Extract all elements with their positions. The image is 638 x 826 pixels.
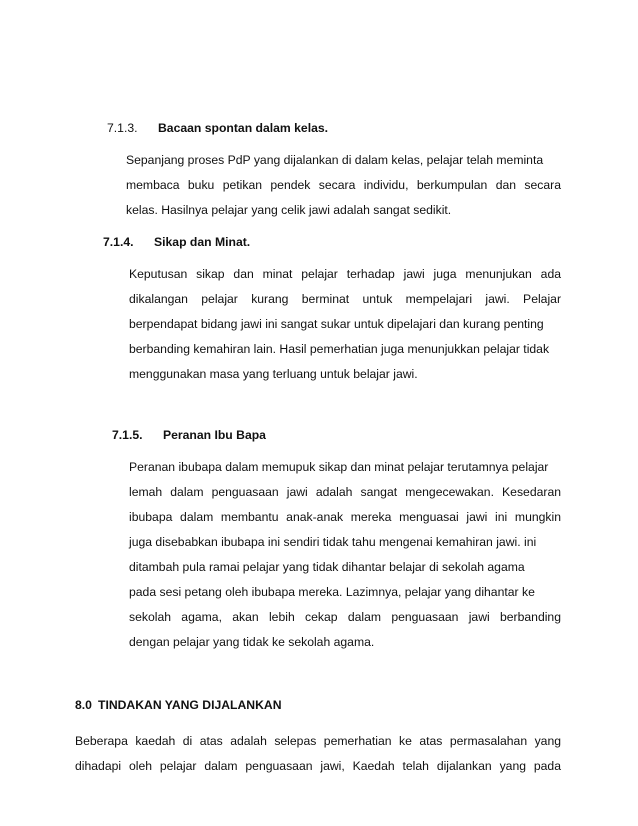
paragraph-line: lemah dalam penguasaan jawi adalah sangat mengecewakan. Kesedaran	[129, 485, 561, 499]
section-713-heading	[0, 120, 638, 136]
paragraph-line: Sepanjang proses PdP yang dijalankan di dalam kelas, pelajar telah meminta	[126, 153, 544, 167]
paragraph-line: pada sesi petang oleh ibubapa mereka. Lazimnya, pelajar yang dihantar ke	[129, 585, 535, 599]
paragraph-line: dikalangan pelajar kurang berminat untuk mempelajari jawi. Pelajar	[129, 292, 561, 306]
paragraph-line: berpendapat bidang jawi ini sangat sukar untuk dipelajari dan kurang penting	[129, 317, 544, 331]
paragraph-line: Keputusan sikap dan minat pelajar terhadap jawi juga menunjukan ada	[129, 267, 561, 281]
section-8-title: TINDAKAN YANG DIJALANKAN	[98, 698, 282, 712]
paragraph-line: ditambah pula ramai pelajar yang tidak dihantar belajar di sekolah agama	[129, 560, 525, 574]
paragraph-line: sekolah agama, akan lebih cekap dalam penguasaan jawi berbanding	[129, 610, 561, 624]
paragraph-line: dihadapi oleh pelajar dalam penguasaan jawi, Kaedah telah dijalankan yang pada	[75, 759, 561, 773]
paragraph-line: Beberapa kaedah di atas adalah selepas pemerhatian ke atas permasalahan yang	[75, 734, 561, 748]
paragraph-line: berbanding kemahiran lain. Hasil pemerhatian juga menunjukkan pelajar tidak	[129, 342, 550, 356]
paragraph-line: juga disebabkan ibubapa ini sendiri tidak tahu mengenai kemahiran jawi. ini	[129, 535, 537, 549]
section-713-number: 7.1.3.	[107, 121, 138, 135]
section-8-number: 8.0	[75, 698, 92, 712]
paragraph-line: menggunakan masa yang terluang untuk belajar jawi.	[129, 367, 418, 381]
section-8-heading	[0, 697, 638, 713]
section-714-number: 7.1.4.	[103, 235, 134, 249]
section-714-heading	[0, 234, 638, 250]
section-715-number: 7.1.5.	[112, 428, 143, 442]
paragraph-line: Peranan ibubapa dalam memupuk sikap dan minat pelajar terutamnya pelajar	[129, 460, 549, 474]
section-714-title: Sikap dan Minat.	[154, 235, 251, 249]
paragraph-line: kelas. Hasilnya pelajar yang celik jawi adalah sangat sedikit.	[126, 203, 452, 217]
paragraph-line: dengan pelajar yang tidak ke sekolah agama.	[129, 635, 375, 649]
section-715-heading	[0, 427, 638, 443]
paragraph-line: membaca buku petikan pendek secara individu, berkumpulan dan secara	[126, 178, 561, 192]
section-713-title: Bacaan spontan dalam kelas.	[158, 121, 329, 135]
paragraph-line: ibubapa dalam membantu anak-anak mereka menguasai jawi ini mungkin	[129, 510, 561, 524]
section-715-title: Peranan Ibu Bapa	[163, 428, 266, 442]
